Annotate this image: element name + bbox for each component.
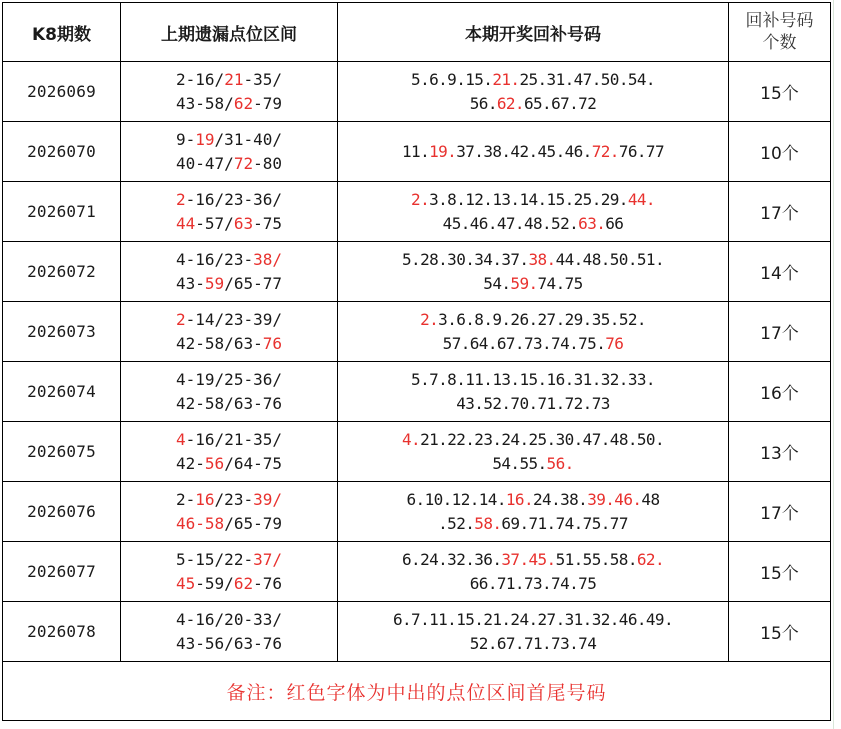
ranges-line	[121, 128, 337, 152]
number-text: 2-16/	[176, 69, 225, 89]
number-text: -16/23-36/	[185, 189, 282, 209]
highlight-number: 16	[195, 489, 215, 509]
ranges-line	[121, 392, 337, 416]
number-text: -76	[253, 573, 282, 593]
number-text: 3.6.8.9.26.27.29.35.52.	[438, 309, 646, 329]
number-text: /65-77	[224, 273, 282, 293]
number-text: 43-	[176, 273, 205, 293]
number-text: -14/23-39/	[185, 309, 282, 329]
number-text: /31-40/	[214, 129, 282, 149]
number-text: 66	[605, 213, 624, 233]
period-cell[interactable]: 2026075	[3, 422, 121, 482]
numbers-cell[interactable]	[338, 422, 729, 482]
number-text: -79	[253, 93, 282, 113]
period-cell[interactable]: 2026069	[3, 62, 121, 122]
numbers-line	[338, 212, 728, 236]
number-text: 3.8.12.13.14.15.25.29.	[429, 189, 628, 209]
numbers-line	[338, 248, 728, 272]
number-text: 69.71.74.75.77	[501, 513, 628, 533]
count-cell[interactable]: 15个	[729, 542, 831, 602]
highlight-number: 76	[262, 333, 282, 353]
ranges-line	[121, 452, 337, 476]
ranges-cell[interactable]	[121, 602, 338, 662]
ranges-cell[interactable]	[121, 482, 338, 542]
highlight-number: 4.	[402, 429, 421, 449]
highlight-number: 2.	[420, 309, 439, 329]
numbers-cell[interactable]	[338, 242, 729, 302]
table-row	[3, 182, 831, 242]
highlight-number: 72.	[591, 141, 619, 161]
number-text: 52.67.71.73.74	[469, 633, 597, 653]
highlight-number: 19.	[429, 141, 457, 161]
highlight-number: 37.45.	[501, 549, 556, 569]
header-count[interactable]	[729, 3, 831, 62]
highlight-number: 62.	[636, 549, 664, 569]
table-row	[3, 542, 831, 602]
number-text: 43-58/	[176, 93, 234, 113]
number-text: -75	[253, 213, 282, 233]
note-row	[3, 662, 831, 721]
numbers-line	[338, 308, 728, 332]
number-text: 5.6.9.15.	[411, 69, 493, 89]
number-text: /23-	[214, 489, 254, 509]
highlight-number: 56.	[546, 453, 574, 473]
number-text: 6.10.12.14.	[406, 489, 506, 509]
number-text: 43-56/63-76	[176, 633, 282, 653]
ranges-line	[121, 428, 337, 452]
count-cell[interactable]: 15个	[729, 62, 831, 122]
number-text: 6.24.32.36.	[402, 549, 502, 569]
number-text: 51.55.58.	[555, 549, 637, 569]
header-count-line2: 个数	[762, 33, 797, 53]
number-text: 4-19/25-36/	[176, 369, 282, 389]
period-cell[interactable]: 2026078	[3, 602, 121, 662]
number-text: 56.	[469, 93, 497, 113]
period-cell[interactable]: 2026073	[3, 302, 121, 362]
header-period[interactable]: K8期数	[3, 3, 121, 62]
note-cell[interactable]: 备注：红色字体为中出的点位区间首尾号码	[3, 662, 831, 721]
number-text: 37.38.42.45.46.	[456, 141, 592, 161]
number-text: 44.48.50.51.	[555, 249, 664, 269]
numbers-cell[interactable]	[338, 182, 729, 242]
number-text: 54.	[483, 273, 511, 293]
count-cell[interactable]: 17个	[729, 302, 831, 362]
numbers-line	[338, 272, 728, 296]
highlight-number: 58.	[474, 513, 502, 533]
header-numbers[interactable]: 本期开奖回补号码	[338, 3, 729, 62]
highlight-number: 62.	[496, 93, 524, 113]
count-cell[interactable]: 10个	[729, 122, 831, 182]
number-text: 5-15/22-	[176, 549, 254, 569]
numbers-line	[338, 392, 728, 416]
table-body	[3, 62, 831, 662]
ranges-line	[121, 332, 337, 356]
count-cell[interactable]: 13个	[729, 422, 831, 482]
number-text: 43.52.70.71.72.73	[456, 393, 610, 413]
highlight-number: 37/	[253, 549, 282, 569]
ranges-line	[121, 572, 337, 596]
number-text: 65.67.72	[523, 93, 597, 113]
numbers-line	[338, 140, 728, 164]
number-text: 57.64.67.73.74.75.	[442, 333, 606, 353]
highlight-number: 56	[204, 453, 225, 473]
numbers-cell[interactable]	[338, 542, 729, 602]
numbers-cell[interactable]	[338, 302, 729, 362]
numbers-line	[338, 368, 728, 392]
number-text: -57/	[195, 213, 234, 233]
ranges-line	[121, 272, 337, 296]
highlight-number: 16.	[505, 489, 533, 509]
numbers-line	[338, 512, 728, 536]
number-text: 54.55.	[492, 453, 547, 473]
numbers-line	[338, 632, 728, 656]
sheet-gridline	[833, 0, 834, 729]
highlight-number: 4	[176, 429, 186, 449]
table-row	[3, 362, 831, 422]
table-row	[3, 602, 831, 662]
number-text: -35/	[243, 69, 282, 89]
ranges-cell[interactable]	[121, 422, 338, 482]
numbers-line	[338, 92, 728, 116]
number-text: -16/21-35/	[185, 429, 282, 449]
number-text: 4-16/23-	[176, 249, 254, 269]
number-text: 4-16/20-33/	[176, 609, 282, 629]
period-cell[interactable]: 2026076	[3, 482, 121, 542]
period-cell[interactable]: 2026077	[3, 542, 121, 602]
ranges-line	[121, 368, 337, 392]
number-text: 5.7.8.11.13.15.16.31.32.33.	[411, 369, 655, 389]
ranges-line	[121, 68, 337, 92]
table-row	[3, 482, 831, 542]
numbers-cell[interactable]	[338, 362, 729, 422]
numbers-line	[338, 68, 728, 92]
numbers-line	[338, 188, 728, 212]
highlight-number: 59	[204, 273, 225, 293]
highlight-number: 62	[233, 573, 254, 593]
highlight-number: 39/	[253, 489, 282, 509]
number-text: /65-79	[224, 513, 282, 533]
highlight-number: 21.	[492, 69, 520, 89]
number-text: 21.22.23.24.25.30.47.48.50.	[420, 429, 664, 449]
header-row	[3, 3, 831, 62]
number-text: 45.46.47.48.52.	[442, 213, 579, 233]
highlight-number: 21	[224, 69, 244, 89]
number-text: 24.38.	[533, 489, 588, 509]
number-text: 25.31.47.50.54.	[519, 69, 655, 89]
period-cell[interactable]: 2026072	[3, 242, 121, 302]
ranges-line	[121, 308, 337, 332]
ranges-line	[121, 512, 337, 536]
numbers-cell[interactable]	[338, 122, 729, 182]
ranges-line	[121, 152, 337, 176]
highlight-number: 46-58	[176, 513, 225, 533]
numbers-line	[338, 608, 728, 632]
count-cell[interactable]: 16个	[729, 362, 831, 422]
highlight-number: 72	[233, 153, 254, 173]
number-text: .52.	[438, 513, 475, 533]
table-row	[3, 302, 831, 362]
ranges-cell[interactable]	[121, 302, 338, 362]
number-text: 76.77	[618, 141, 664, 161]
numbers-line	[338, 452, 728, 476]
ranges-cell[interactable]	[121, 542, 338, 602]
highlight-number: 44	[176, 213, 196, 233]
ranges-line	[121, 212, 337, 236]
highlight-number: 44.	[627, 189, 655, 209]
number-text: 11.	[402, 141, 430, 161]
ranges-line	[121, 632, 337, 656]
ranges-line	[121, 608, 337, 632]
numbers-line	[338, 572, 728, 596]
ranges-line	[121, 548, 337, 572]
ranges-line	[121, 188, 337, 212]
number-text: 74.75	[537, 273, 583, 293]
ranges-cell[interactable]	[121, 362, 338, 422]
highlight-number: 63	[233, 213, 254, 233]
number-text: 48	[641, 489, 660, 509]
table-row	[3, 122, 831, 182]
ranges-cell[interactable]	[121, 122, 338, 182]
highlight-number: 63.	[578, 213, 606, 233]
ranges-cell[interactable]	[121, 182, 338, 242]
highlight-number: 2.	[411, 189, 430, 209]
count-cell[interactable]: 15个	[729, 602, 831, 662]
number-text: 9-	[176, 129, 196, 149]
number-text: 66.71.73.74.75	[469, 573, 597, 593]
ranges-line	[121, 248, 337, 272]
count-cell[interactable]: 17个	[729, 182, 831, 242]
header-count-line1: 回补号码	[745, 11, 814, 31]
number-text: -59/	[195, 573, 234, 593]
table-row	[3, 62, 831, 122]
count-cell[interactable]: 14个	[729, 242, 831, 302]
number-text: 42-	[176, 453, 205, 473]
period-cell[interactable]: 2026070	[3, 122, 121, 182]
highlight-number: 62	[233, 93, 254, 113]
highlight-number: 2	[176, 189, 186, 209]
table-row	[3, 242, 831, 302]
table-row	[3, 422, 831, 482]
highlight-number: 2	[176, 309, 186, 329]
number-text: 40-47/	[176, 153, 234, 173]
numbers-cell[interactable]	[338, 602, 729, 662]
period-cell[interactable]: 2026074	[3, 362, 121, 422]
number-text: -80	[253, 153, 282, 173]
ranges-line	[121, 488, 337, 512]
numbers-cell[interactable]	[338, 482, 729, 542]
number-text: 2-	[176, 489, 196, 509]
number-text: /64-75	[224, 453, 282, 473]
ranges-line	[121, 92, 337, 116]
numbers-line	[338, 548, 728, 572]
numbers-line	[338, 428, 728, 452]
numbers-cell[interactable]	[338, 62, 729, 122]
highlight-number: 38/	[253, 249, 282, 269]
number-text: 6.7.11.15.21.24.27.31.32.46.49.	[392, 609, 674, 629]
highlight-number: 45	[176, 573, 196, 593]
numbers-line	[338, 332, 728, 356]
numbers-line	[338, 488, 728, 512]
number-text: 42-58/63-	[176, 333, 263, 353]
ranges-cell[interactable]	[121, 242, 338, 302]
highlight-number: 59.	[510, 273, 538, 293]
highlight-number: 39.46.	[587, 489, 642, 509]
number-text: 42-58/63-76	[176, 393, 282, 413]
ranges-cell[interactable]	[121, 62, 338, 122]
count-cell[interactable]: 17个	[729, 482, 831, 542]
highlight-number: 76	[605, 333, 624, 353]
lottery-table	[2, 2, 831, 721]
highlight-number: 38.	[528, 249, 556, 269]
number-text: 5.28.30.34.37.	[402, 249, 529, 269]
highlight-number: 19	[195, 129, 215, 149]
period-cell[interactable]: 2026071	[3, 182, 121, 242]
header-ranges[interactable]: 上期遗漏点位区间	[121, 3, 338, 62]
